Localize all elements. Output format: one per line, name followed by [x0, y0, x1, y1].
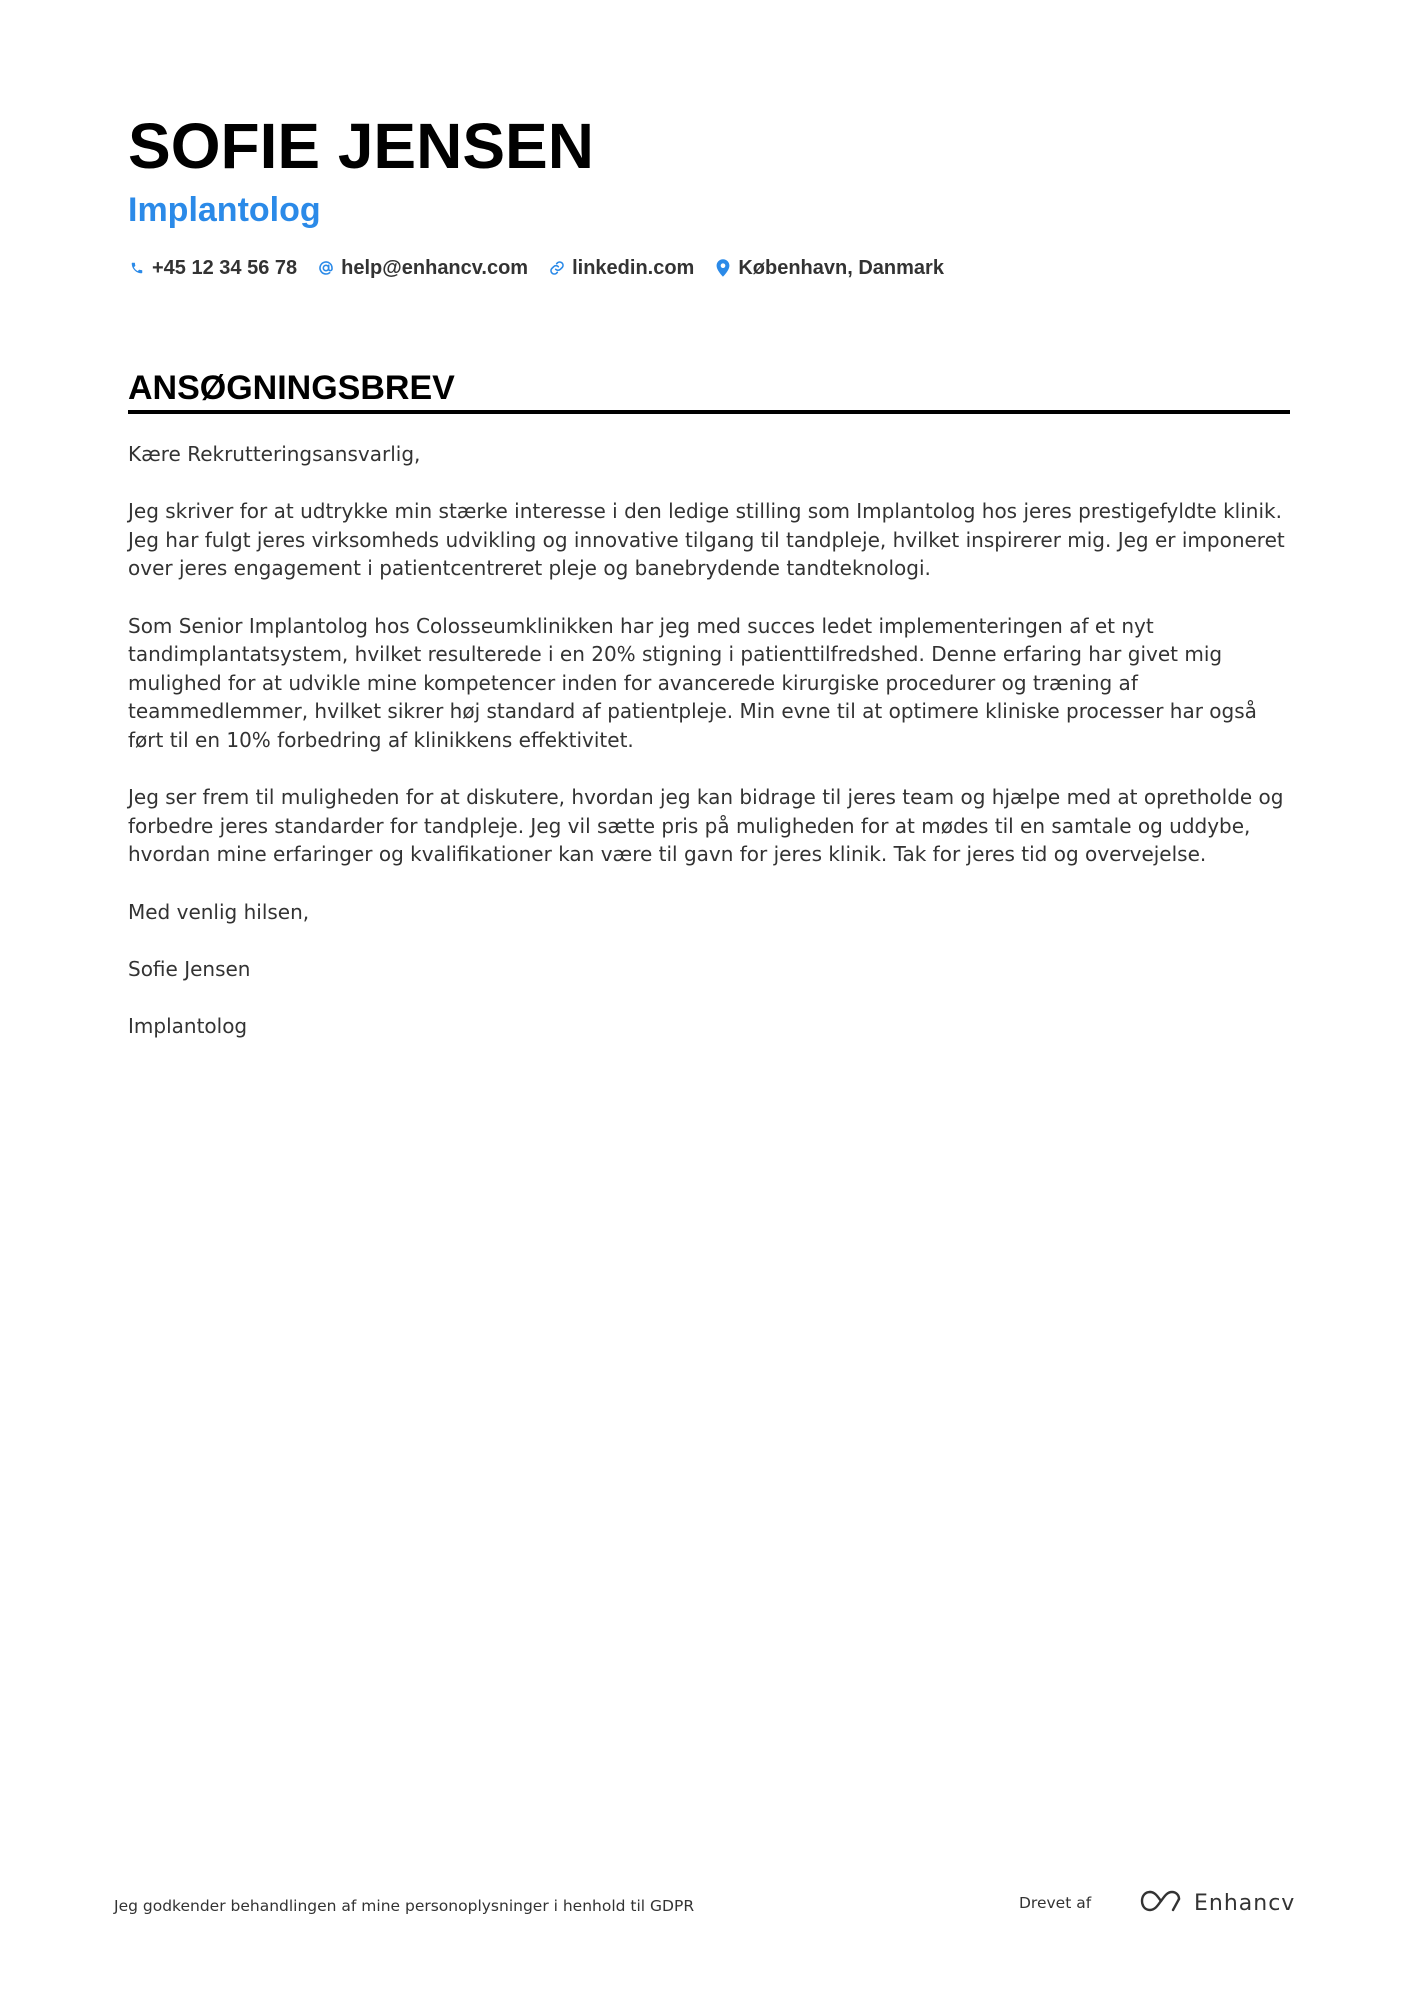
section-title: ANSØGNINGSBREV: [128, 369, 455, 407]
contact-bar: [128, 254, 964, 282]
letter-paragraph: Som Senior Implantolog hos Colosseumklinikken har jeg med succes ledet implementeringen af et nyt tandimplantatsystem, hvilket resulterede i en 20% stigning i patienttilfredshed. Denne erfaring har givet mig mulighed for at udvikle mine kompetencer inden for avancerede kirurgiske procedurer og træning af teammedlemmer, hvilket sikrer høj standard af patientpleje. Min evne til at optimere kliniske processer har også ført til en 10% forbedring af klinikkens effektivitet.: [128, 613, 1257, 752]
contact-linkedin-text: linkedin.com: [572, 256, 695, 279]
letter-greeting: Kære Rekrutteringsansvarlig,: [128, 442, 421, 466]
contact-location-text: København, Danmark: [738, 256, 944, 279]
phone-icon: [128, 258, 146, 278]
letter-paragraph: Jeg ser frem til muligheden for at diskutere, hvordan jeg kan bidrage til jeres team og hjælpe med at opretholde og forbedre jeres standarder for tandpleje. Jeg vil sætte pris på muligheden for at mødes til en samtale og uddybe, hvordan mine erfaringer og kvalifikationer kan være til gavn for jeres klinik. Tak for jeres tid og overvejelse.: [128, 785, 1284, 867]
at-icon: [317, 258, 335, 278]
gdpr-consent-text: Jeg godkender behandlingen af mine personoplysninger i henhold til GDPR: [114, 1897, 695, 1915]
section-divider: [128, 410, 1290, 414]
link-icon: [548, 258, 566, 278]
letter-closing: Med venlig hilsen,: [128, 899, 310, 924]
applicant-name: SOFIE JENSEN: [128, 110, 594, 182]
contact-location: [714, 257, 944, 280]
applicant-role: Implantolog: [128, 191, 321, 229]
contact-email[interactable]: [317, 257, 528, 280]
contact-linkedin[interactable]: [548, 257, 694, 280]
letter-paragraph: Jeg skriver for at udtrykke min stærke interesse i den ledige stilling som Implantolog hos jeres prestigefyldte klinik. Jeg har fulgt jeres virksomheds udvikling og innovative tilgang til tandpleje, hvilket inspirerer mig. Jeg er imponeret over jeres engagement i patientcentreret pleje og banebrydende tandteknologi.: [128, 499, 1285, 581]
enhancv-brand-name: Enhancv: [1194, 1890, 1296, 1916]
contact-phone-text: +45 12 34 56 78: [152, 256, 298, 279]
letter-body: [128, 440, 1290, 1069]
signature-name: Sofie Jensen: [128, 956, 251, 981]
location-pin-icon: [714, 258, 732, 278]
enhancv-logo[interactable]: [1138, 1888, 1295, 1918]
powered-by-label: Drevet af: [1019, 1894, 1092, 1912]
contact-email-text: help@enhancv.com: [341, 256, 529, 279]
contact-phone[interactable]: [128, 257, 297, 280]
enhancv-infinity-icon: [1138, 1888, 1184, 1918]
signature-title: Implantolog: [128, 1013, 248, 1038]
